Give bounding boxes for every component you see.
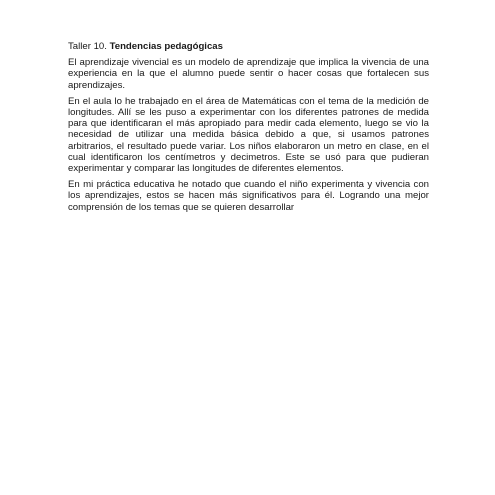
document-title: [68, 41, 429, 52]
title-prefix: Taller 10.: [68, 41, 110, 52]
paragraph-reflection: En mi práctica educativa he notado que cuando el niño experimenta y vivencia con los aprendizajes, estos se hacen más significativos para él. Logrando una mejor comprensión de los temas que se quieren desarrollar: [68, 179, 429, 213]
paragraph-definition: El aprendizaje vivencial es un modelo de aprendizaje que implica la vivencia de una experiencia en la que el alumno puede sentir o hacer cosas que fortalecen sus aprendizajes.: [68, 57, 429, 91]
document-body: [68, 41, 429, 218]
title-heading: Tendencias pedagógicas: [109, 41, 223, 52]
paragraph-classroom-experience: En el aula lo he trabajado en el área de Matemáticas con el tema de la medición de longitudes. Allí se les puso a experimentar con los diferentes patrones de medida para que identificaran el más apropiado para medir cada elemento, luego se vio la necesidad de utilizar una medida básica debido a que, si usamos patrones arbitrarios, el resultado puede variar. Los niños elaboraron un metro en clase, en el cual identificaron los centímetros y decimetros. Este se usó para que pudieran experimentar y comparar las longitudes de diferentes elementos.: [68, 95, 429, 175]
